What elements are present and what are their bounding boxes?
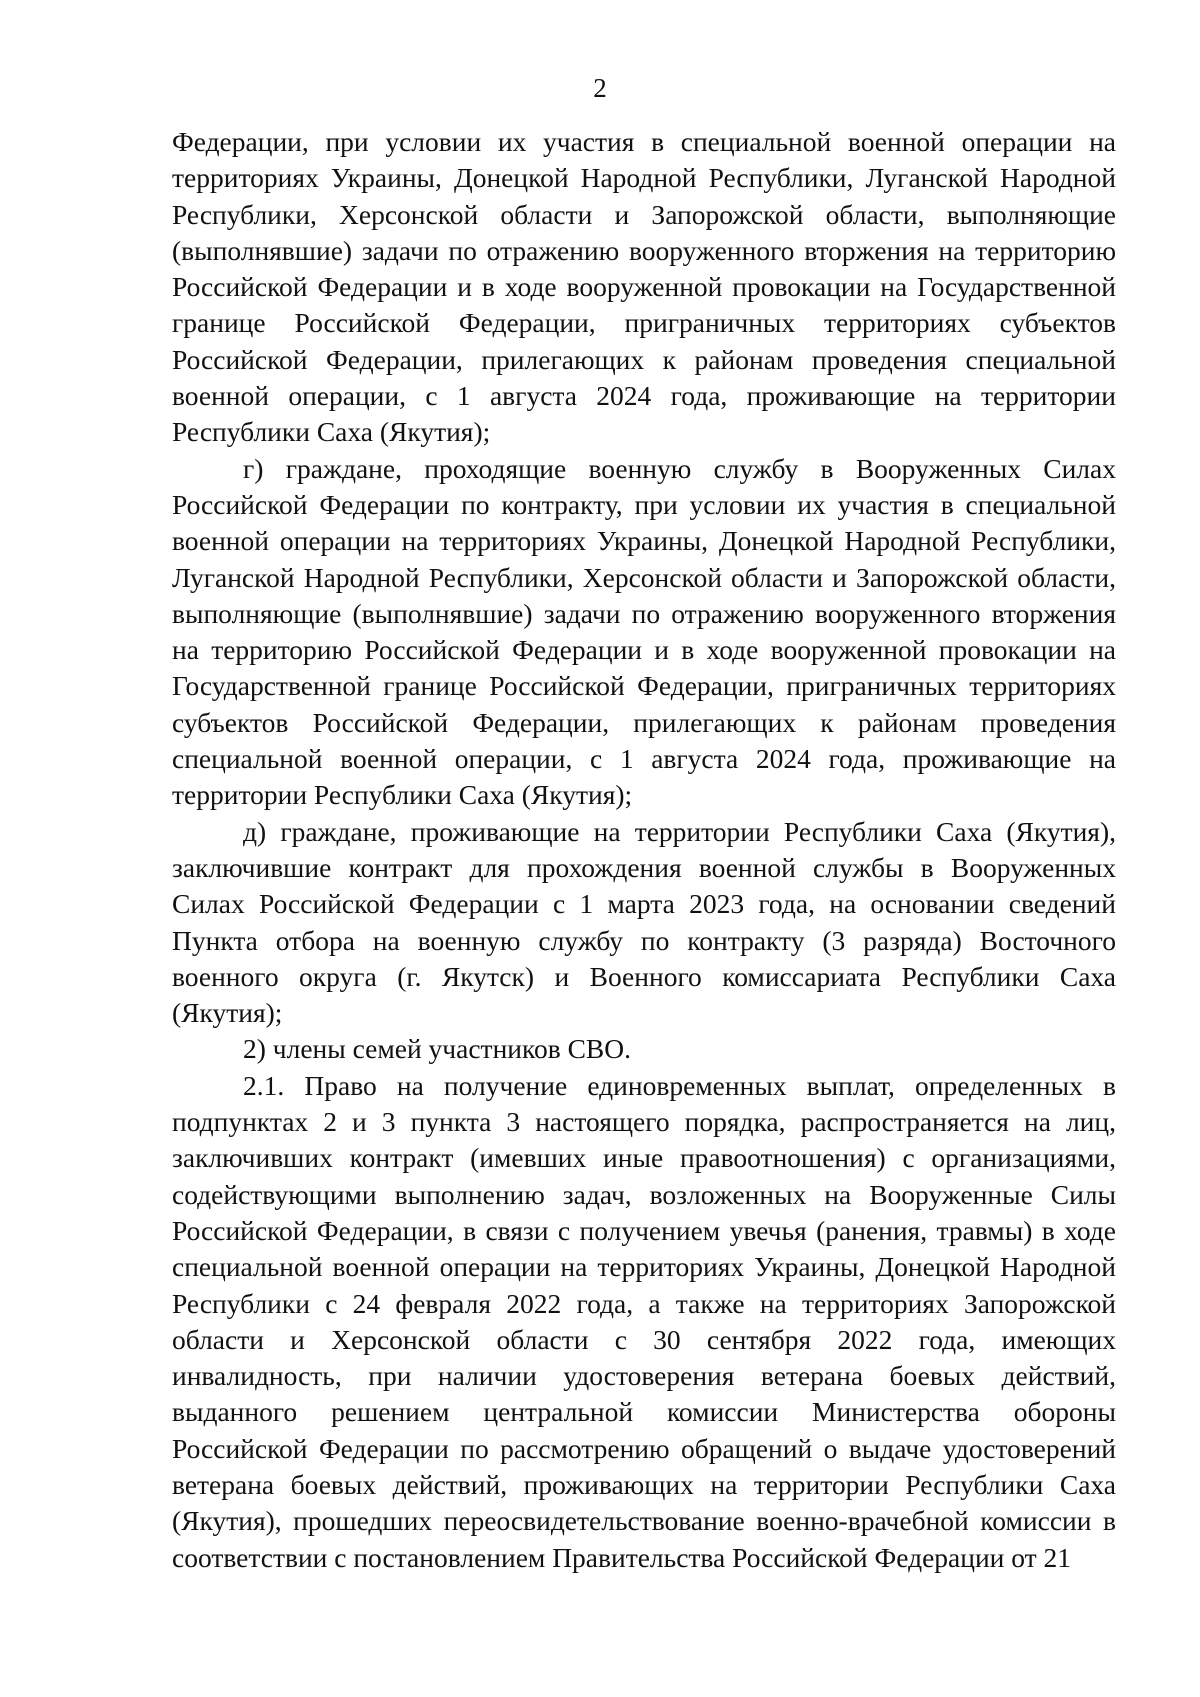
paragraph-item-d: д) граждане, проживающие на территории Республики Саха (Якутия), заключившие контракт для прохождения военной службы в Вооруженных Силах Российской Федерации с 1 марта 2023 года, на основании сведений Пункта отбора на военную службу по контракту (3 разряда) Восточного военного округа (г. Якутск) и Военного комиссариата Республики Саха (Якутия); (172, 815, 1116, 1029)
paragraph-item-2-1: 2.1. Право на получение единовременных выплат, определенных в подпунктах 2 и 3 пункта 3 настоящего порядка, распространяется на лиц, заключивших контракт (имевших иные правоотношения) с организациями, содействующими выполнению задач, возложенных на Вооруженные Силы Российской Федерации, в связи с получением увечья (ранения, травмы) в ходе специальной военной операции на территориях Украины, Донецкой Народной Республики с 24 февраля 2022 года, а также на территориях Запорожской области и Херсонской области с 30 сентября 2022 года, имеющих инвалидность, при наличии удостоверения ветерана боевых действий, выданного решением центральной комиссии Министерства обороны Российской Федерации по рассмотрению обращений о выдаче удостоверений ветерана боевых действий, проживающих на территории Республики Саха (Якутия), прошедших переосвидетельствование военно-врачебной комиссии в соответствии с постановлением Правительства Российской Федерации от 21 (172, 1069, 1116, 1573)
document-body (172, 124, 1116, 1576)
paragraph-item-g: г) граждане, проходящие военную службу в Вооруженных Силах Российской Федерации по контракту, при условии их участия в специальной военной операции на территориях Украины, Донецкой Народной Республики, Луганской Народной Республики, Херсонской области и Запорожской области, выполняющие (выполнявшие) задачи по отражению вооруженного вторжения на территорию Российской Федерации и в ходе вооруженной провокации на Государственной границе Российской Федерации, приграничных территориях субъектов Российской Федерации, прилегающих к районам проведения специальной военной операции, с 1 августа 2024 года, проживающие на территории Республики Саха (Якутия); (172, 452, 1116, 811)
paragraph-item-2: 2) члены семей участников СВО. (243, 1033, 631, 1065)
paragraph-continuation: Федерации, при условии их участия в специальной военной операции на территориях Украины, Донецкой Народной Республики, Луганской Народной Республики, Херсонской области и Запорожской области, выполняющие (выполнявшие) задачи по отражению вооруженного вторжения на территорию Российской Федерации и в ходе вооруженной провокации на Государственной границе Российской Федерации, приграничных территориях субъектов Российской Федерации, прилегающих к районам проведения специальной военной операции, с 1 августа 2024 года, проживающие на территории Республики Саха (Якутия); (172, 126, 1116, 448)
page-number: 2 (593, 73, 607, 103)
